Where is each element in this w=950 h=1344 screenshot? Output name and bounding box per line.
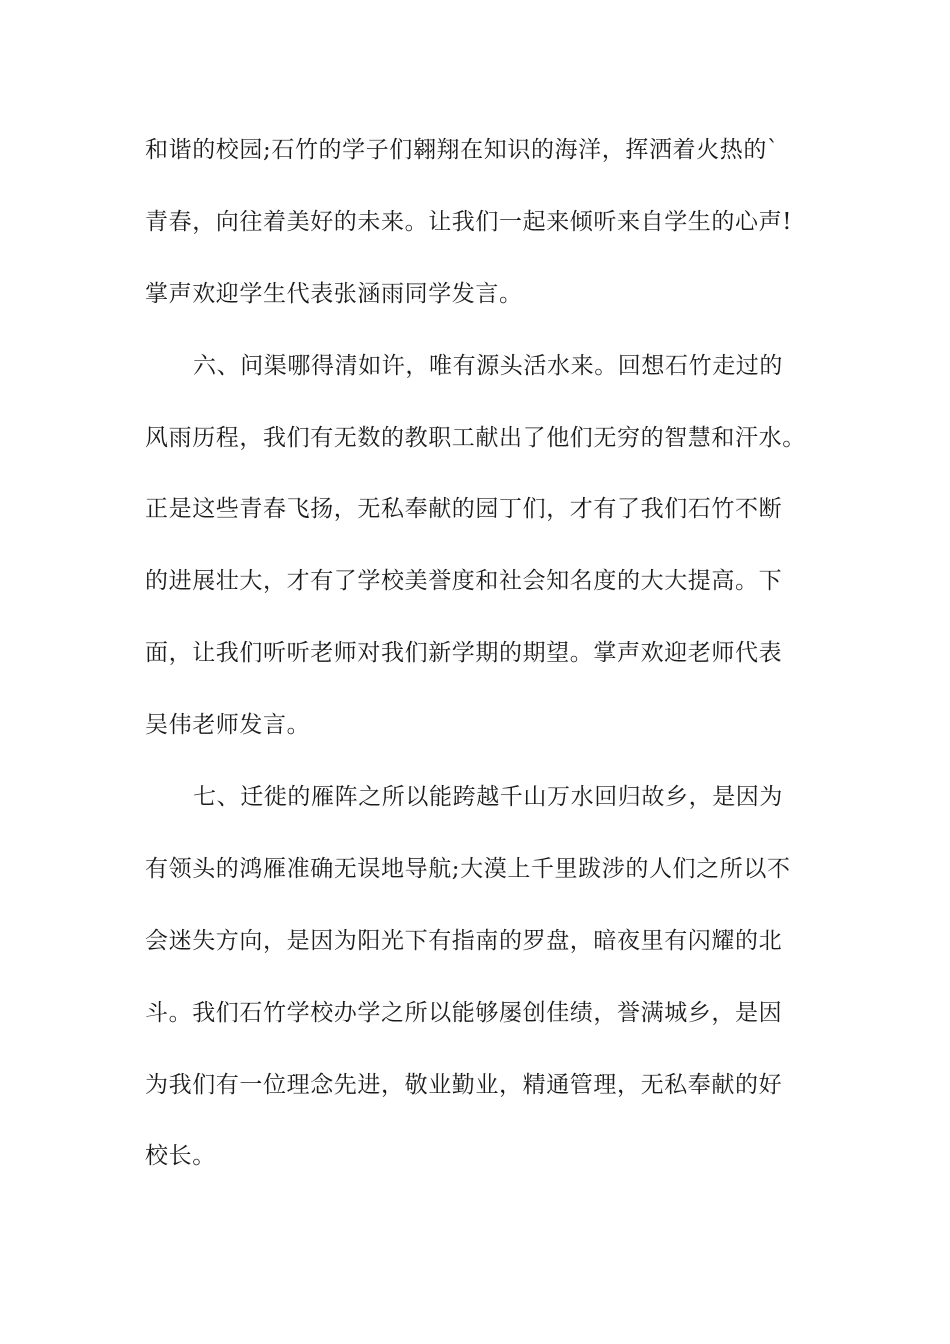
- paragraph-first-line: 七、迁徙的雁阵之所以能跨越千山万水回归故乡，是因为: [193, 784, 783, 811]
- text-line: 掌声欢迎学生代表张涵雨同学发言。: [145, 280, 523, 307]
- body-text: [145, 128, 815, 1206]
- text-line: 有领头的鸿雁准确无误地导航;大漠上千里跋涉的人们之所以不: [145, 855, 791, 882]
- text-line: 的进展壮大，才有了学校美誉度和社会知名度的大大提高。下: [145, 568, 783, 595]
- text-line: 风雨历程，我们有无数的教职工献出了他们无穷的智慧和汗水。: [145, 424, 806, 451]
- text-line: 会迷失方向，是因为阳光下有指南的罗盘，暗夜里有闪耀的北: [145, 927, 783, 954]
- text-line: 斗。我们石竹学校办学之所以能够屡创佳绩，誉满城乡，是因: [145, 999, 783, 1026]
- text-line: 校长。: [145, 1143, 216, 1170]
- text-line: 正是这些青春飞扬，无私奉献的园丁们，才有了我们石竹不断: [145, 496, 783, 523]
- text-line: 面，让我们听听老师对我们新学期的期望。掌声欢迎老师代表: [145, 640, 783, 667]
- paragraph-first-line: 六、问渠哪得清如许，唯有源头活水来。回想石竹走过的: [193, 352, 783, 379]
- text-line: 和谐的校园;石竹的学子们翱翔在知识的海洋，挥洒着火热的`: [145, 137, 780, 163]
- text-line: 吴伟老师发言。: [145, 712, 311, 739]
- text-line: 为我们有一位理念先进，敬业勤业，精通管理，无私奉献的好: [145, 1071, 783, 1098]
- text-line: 青春，向往着美好的未来。让我们一起来倾听来自学生的心声!: [145, 208, 793, 235]
